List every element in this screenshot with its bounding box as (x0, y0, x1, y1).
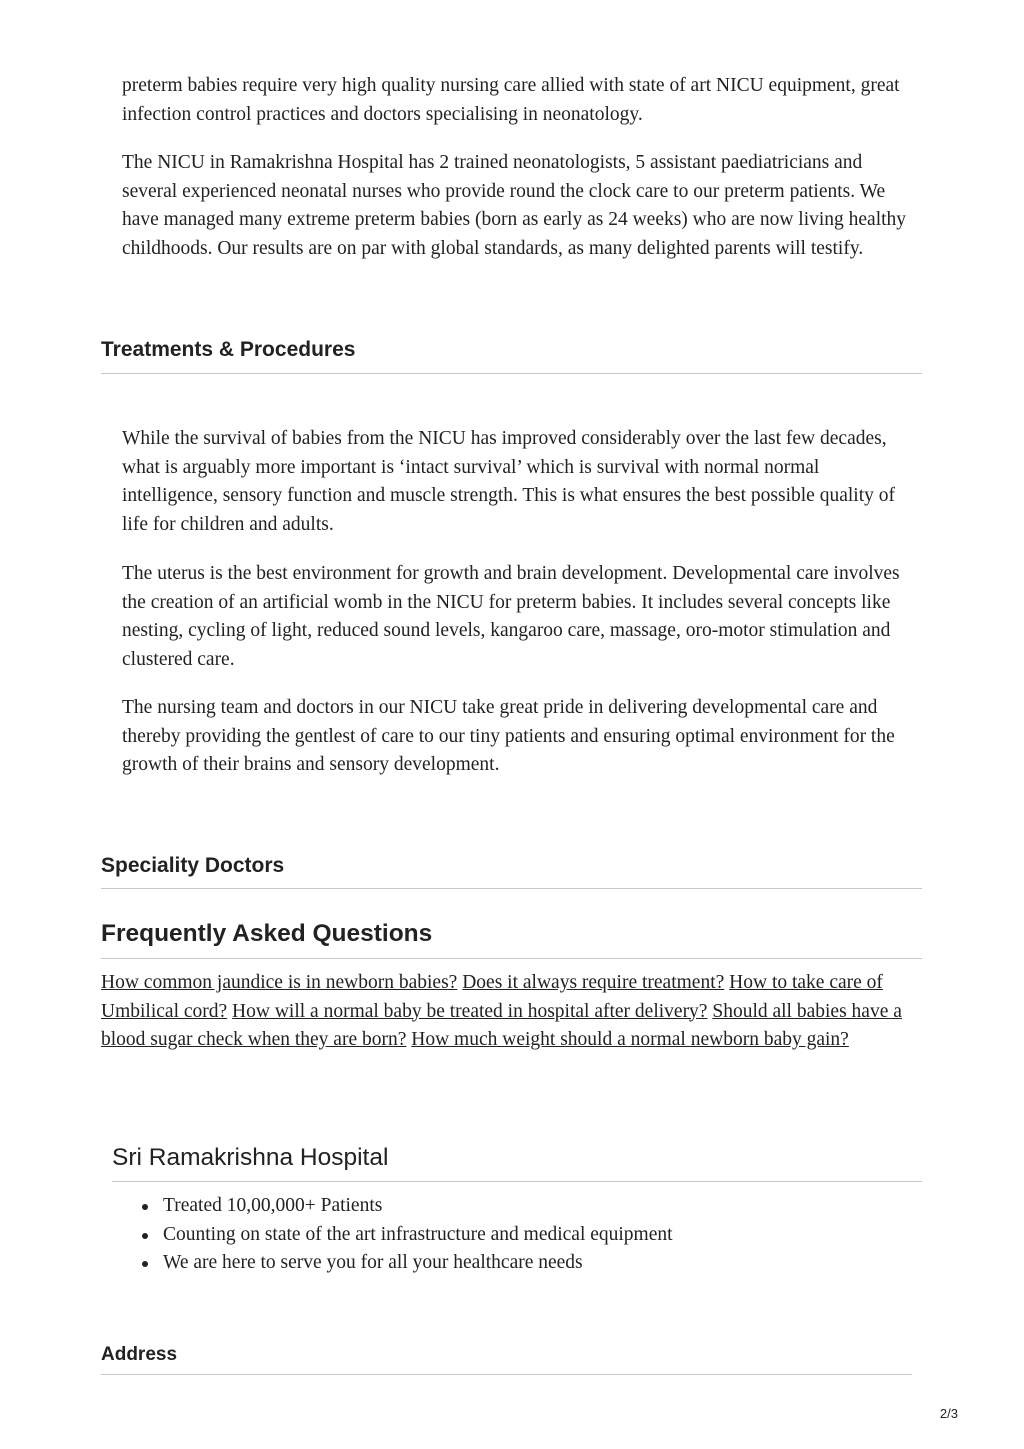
list-item: Treated 10,00,000+ Patients (163, 1192, 673, 1221)
intro-paragraph-2: The NICU in Ramakrishna Hospital has 2 trained neonatologists, 5 assistant paediatricians and several experienced neonatal nurses who provide round the clock care to our preterm patients. We have managed many extreme preterm babies (born as early as 24 weeks) who are now living healthy childhoods. Our results are on par with global standards, as many delighted parents will testify. (122, 152, 907, 259)
hospital-heading: Sri Ramakrishna Hospital (112, 1144, 389, 1171)
treatments-heading: Treatments & Procedures (101, 338, 356, 361)
faq-links (101, 969, 931, 1055)
hospital-divider (112, 1181, 922, 1182)
faq-link-weight-gain[interactable]: How much weight should a normal newborn baby gain? (411, 1029, 849, 1050)
treatments-divider (101, 373, 922, 374)
treatments-paragraph-3: The nursing team and doctors in our NICU take great pride in delivering developmental care and thereby providing the gentlest of care to our tiny patients and ensuring optimal environment for the growth of their brains and sensory development. (122, 697, 895, 775)
faq-link-treatment[interactable]: Does it always require treatment? (462, 972, 725, 993)
list-item: We are here to serve you for all your healthcare needs (163, 1249, 673, 1278)
faq-link-blood-sugar[interactable]: Should all babies have a blood sugar check when they are born? (101, 1000, 902, 1050)
faq-divider (101, 958, 922, 959)
faq-link-normal-baby[interactable]: How will a normal baby be treated in hospital after delivery? (232, 1000, 708, 1022)
doctors-divider (101, 888, 922, 889)
treatments-paragraph-1: While the survival of babies from the NICU has improved considerably over the last few decades, what is arguably more important is ‘intact survival’ which is survival with normal normal intelligence, sensory function and muscle strength. This is what ensures the best possible quality of life for children and adults. (122, 428, 895, 535)
address-heading: Address (101, 1344, 178, 1365)
treatments-paragraph-2: The uterus is the best environment for growth and brain development. Developmental care involves the creation of an artificial womb in the NICU for preterm babies. It includes several concepts like nesting, cycling of light, reduced sound levels, kangaroo care, massage, oro-motor stimulation and clustered care. (122, 563, 900, 670)
intro-paragraph-1: preterm babies require very high quality nursing care allied with state of art NICU equipment, great infection control practices and doctors specialising in neonatology. (122, 75, 900, 125)
faq-heading: Frequently Asked Questions (101, 920, 433, 947)
hospital-bullet-list (163, 1192, 673, 1278)
faq-link-jaundice[interactable]: How common jaundice is in newborn babies? (101, 972, 458, 993)
page-number: 2/3 (939, 1406, 958, 1421)
address-divider (101, 1374, 912, 1375)
faq-link-umbilical-cord[interactable]: How to take care of Umbilical cord? (101, 972, 883, 1022)
list-item: Counting on state of the art infrastructure and medical equipment (163, 1221, 673, 1250)
speciality-doctors-heading: Speciality Doctors (101, 854, 285, 877)
